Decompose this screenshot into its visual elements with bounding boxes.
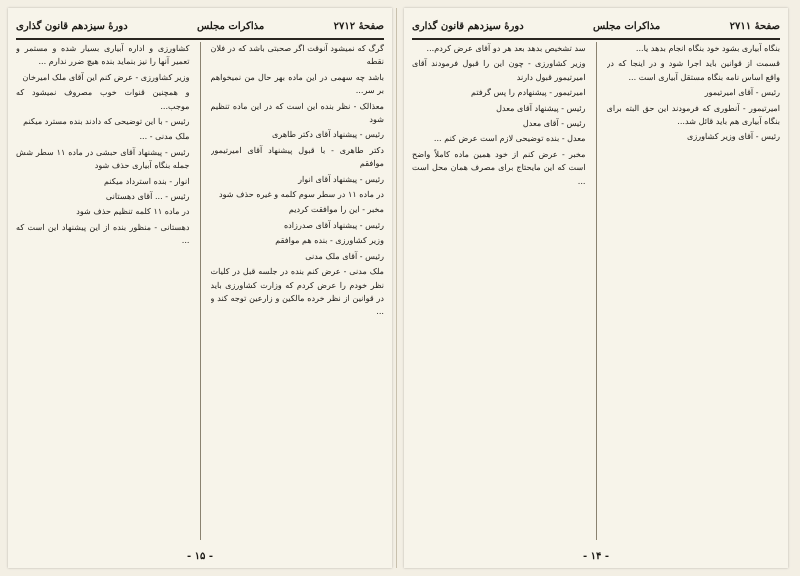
- column-divider: [596, 42, 597, 540]
- left-header-page: صفحهٔ ۲۷۱۲: [333, 20, 384, 32]
- column-divider: [200, 42, 201, 540]
- paragraph: وزیر کشاورزی - چون این را قبول فرمودند آقای امیرتیمور قبول دارند: [412, 58, 586, 82]
- paragraph: قسمت از قوانین باید اجرا شود و در اینجا که در واقع اساس نامه بنگاه مستقل آبیاری است ...: [606, 58, 780, 82]
- paragraph: رئیس - آقای معدل: [522, 118, 586, 129]
- paragraph: مخبر - این را موافقت کردیم: [288, 204, 384, 215]
- right-header-page: صفحهٔ ۲۷۱۱: [729, 20, 780, 32]
- paragraph: رئیس - پیشنهاد آقای دکتر طاهری: [272, 129, 384, 140]
- paragraph: وزیر کشاورزی - عرض کنم این آقای ملک امیرخان: [22, 71, 190, 82]
- paragraph: رئیس - پیشنهاد آقای صدرزاده: [283, 219, 384, 230]
- right-page-column-left: [412, 42, 586, 540]
- paragraph: ملک مدنی - عرض کنم بنده در جلسه قبل در کلیات نظر خودم را عرض کردم که وزارت کشاورزی باید در قوانین از نظر خرده مالکین و زارعین توجه کند و ...: [210, 266, 384, 317]
- paragraph: کشاورزی و اداره آبیاری بسیار شده و مستمر و تعمیر آنها را نیز بنماید بنده هیچ ضرر ندارم ...: [16, 43, 190, 67]
- right-page-columns: [412, 42, 780, 540]
- gutter: [396, 8, 397, 568]
- paragraph: باشد چه سهمی در این ماده بهر حال من نمیخواهم بر سر...: [210, 71, 384, 96]
- paragraph: رئیس - آقای ملک مدنی: [305, 250, 384, 261]
- left-header-title: مذاکرات مجلس: [197, 20, 265, 32]
- right-header-title: مذاکرات مجلس: [593, 20, 661, 32]
- paragraph: بنگاه آبیاری بشود خود بنگاه انجام بدهد یا...: [635, 43, 780, 53]
- left-page-column-right: [211, 42, 385, 540]
- paragraph: دکتر طاهری - با قبول پیشنهاد آقای امیرتیمور موافقم: [210, 144, 384, 169]
- paragraph: رئیس - پیشنهاد آقای انوار: [298, 173, 384, 184]
- right-header-series: دورهٔ سیزدهم قانون گذاری: [412, 20, 524, 32]
- right-page-number: - ۱۴ -: [582, 551, 609, 562]
- paragraph: وزیر کشاورزی - بنده هم موافقم: [275, 235, 384, 246]
- paragraph: در ماده ۱۱ در سطر سوم کلمه و غیره حذف شود: [218, 189, 384, 200]
- paragraph: رئیس - آقای وزیر کشاورزی: [686, 131, 780, 142]
- left-header-series: دورهٔ سیزدهم قانون گذاری: [16, 20, 128, 32]
- paragraph: رئیس - با این توضیحی که دادند بنده مسترد میکنم: [23, 116, 190, 127]
- left-page-columns: [16, 42, 384, 540]
- paragraph: معذالک - نظر بنده این است که در این ماده تنظیم شود: [210, 100, 384, 125]
- paragraph: امیرتیمور - آنطوری که فرمودند این حق البته برای بنگاه آبیاری هم باید قائل شد...: [606, 102, 780, 127]
- paragraph: رئیس - آقای امیرتیمور: [704, 87, 780, 98]
- paragraph: سد تشخیص بدهد بعد هر دو آقای عرض کردم...: [426, 43, 586, 53]
- left-page-column-left: [16, 42, 190, 540]
- paragraph: و همچنین قنوات خوب مصروف نمیشود که موجب...: [16, 87, 190, 111]
- right-page: [404, 8, 788, 568]
- paragraph: رئیس - پیشنهاد آقای حبشی در ماده ۱۱ سطر شش جمله بنگاه آبیاری حذف شود: [16, 146, 190, 171]
- paragraph: مخبر - عرض کنم از خود همین ماده کاملاً واضح است که این مایحتاج برای مصرف همان محل است ...: [412, 148, 586, 186]
- paragraph: انوار - بنده استرداد میکنم: [103, 175, 190, 186]
- paragraph: در ماده ۱۱ کلمه تنظیم حذف شود: [76, 206, 190, 217]
- paragraph: دهستانی - منظور بنده از این پیشنهاد این است که ...: [16, 221, 190, 246]
- paragraph: گرگ که نمیشود آنوقت اگر صحبتی باشد که در فلان نقطه: [210, 43, 384, 67]
- paragraph: امیرتیمور - پیشنهادم را پس گرفتم: [471, 87, 586, 98]
- left-page-number: - ۱۵ -: [186, 551, 213, 562]
- paragraph: رئیس - پیشنهاد آقای معدل: [496, 102, 586, 113]
- paragraph: ملک مدنی - ...: [139, 131, 190, 142]
- left-page-header: [16, 14, 384, 40]
- right-page-column-right: [607, 42, 781, 540]
- left-page: [8, 8, 392, 568]
- right-page-header: [412, 14, 780, 40]
- paragraph: رئیس - ... آقای دهستانی: [105, 191, 190, 202]
- paragraph: معدل - بنده توضیحی لازم است عرض کنم ...: [433, 133, 586, 144]
